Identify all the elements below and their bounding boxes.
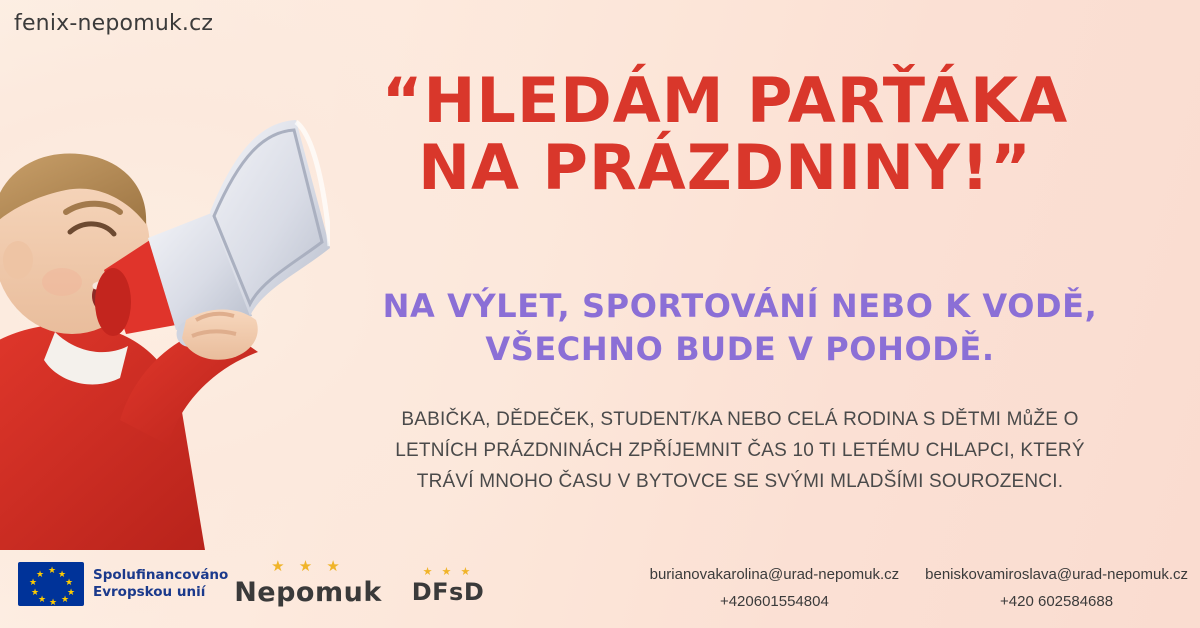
eu-star-icon: ★ xyxy=(31,587,40,597)
dfsd-logo xyxy=(393,566,503,606)
eu-star-icon: ★ xyxy=(49,597,58,607)
body-line-3: TRÁVÍ MNOHO ČASU V BYTOVCE SE SVÝMI MLADŠÍMI SOUROZENCI. xyxy=(416,470,1064,492)
eu-cofunding-caption xyxy=(93,567,228,601)
eu-star-icon: ★ xyxy=(29,577,38,587)
body-line-1: BABIČKA, DĚDEČEK, STUDENT/KA NEBO CELÁ RODINA S DĚTMI MůŽE O xyxy=(401,409,1079,430)
contact-phone[interactable]: +420601554804 xyxy=(719,593,829,611)
site-url-tag: fenix-nepomuk.cz xyxy=(14,11,214,36)
contact-item xyxy=(650,561,900,617)
contact-email[interactable]: burianovakarolina@urad-nepomuk.cz xyxy=(649,565,900,583)
eu-star-icon: ★ xyxy=(67,587,76,597)
subheadline-line-1: NA VÝLET, SPORTOVÁNÍ NEBO K VODĚ, xyxy=(382,287,1098,325)
headline-line-1: “HLEDÁM PARŤÁKA xyxy=(381,64,1069,137)
eu-caption-line-1: Spolufinancováno xyxy=(93,567,229,584)
headline-line-2: NA PRÁZDNINY!” xyxy=(418,130,1032,204)
body-line-2: LETNÍCH PRÁZDNINÁCH ZPŘÍJEMNIT ČAS 10 TI LETÉMU CHLAPCI, KTERÝ xyxy=(395,439,1085,461)
dfsd-wordmark: DFsD xyxy=(411,578,485,606)
nepomuk-logo xyxy=(228,559,388,608)
eu-cofunding-logo xyxy=(18,562,228,606)
eu-star-icon: ★ xyxy=(38,594,47,604)
subheadline xyxy=(300,285,1180,371)
eu-caption-line-2: Evropskou unií xyxy=(93,584,206,600)
dfsd-stars-icon: ★ ★ ★ xyxy=(422,566,474,578)
eu-star-icon: ★ xyxy=(48,565,57,575)
nepomuk-stars-icon: ★ ★ ★ xyxy=(271,558,345,575)
headline xyxy=(270,64,1180,204)
eu-star-icon: ★ xyxy=(65,577,74,587)
footer xyxy=(0,536,1200,628)
contact-phone[interactable]: +420 602584688 xyxy=(1000,593,1114,611)
contact-email[interactable]: beniskovamiroslava@urad-nepomuk.cz xyxy=(925,565,1188,583)
eu-star-icon: ★ xyxy=(61,594,70,604)
eu-flag-icon xyxy=(18,562,84,606)
contact-item xyxy=(925,561,1188,617)
contact-list xyxy=(568,561,1188,617)
eu-star-icon: ★ xyxy=(36,569,45,579)
subheadline-line-2: VŠECHNO BUDE V POHODĚ. xyxy=(485,330,995,369)
nepomuk-wordmark: Nepomuk xyxy=(234,577,382,608)
eu-star-icon: ★ xyxy=(58,569,67,579)
body-paragraph xyxy=(300,405,1180,497)
